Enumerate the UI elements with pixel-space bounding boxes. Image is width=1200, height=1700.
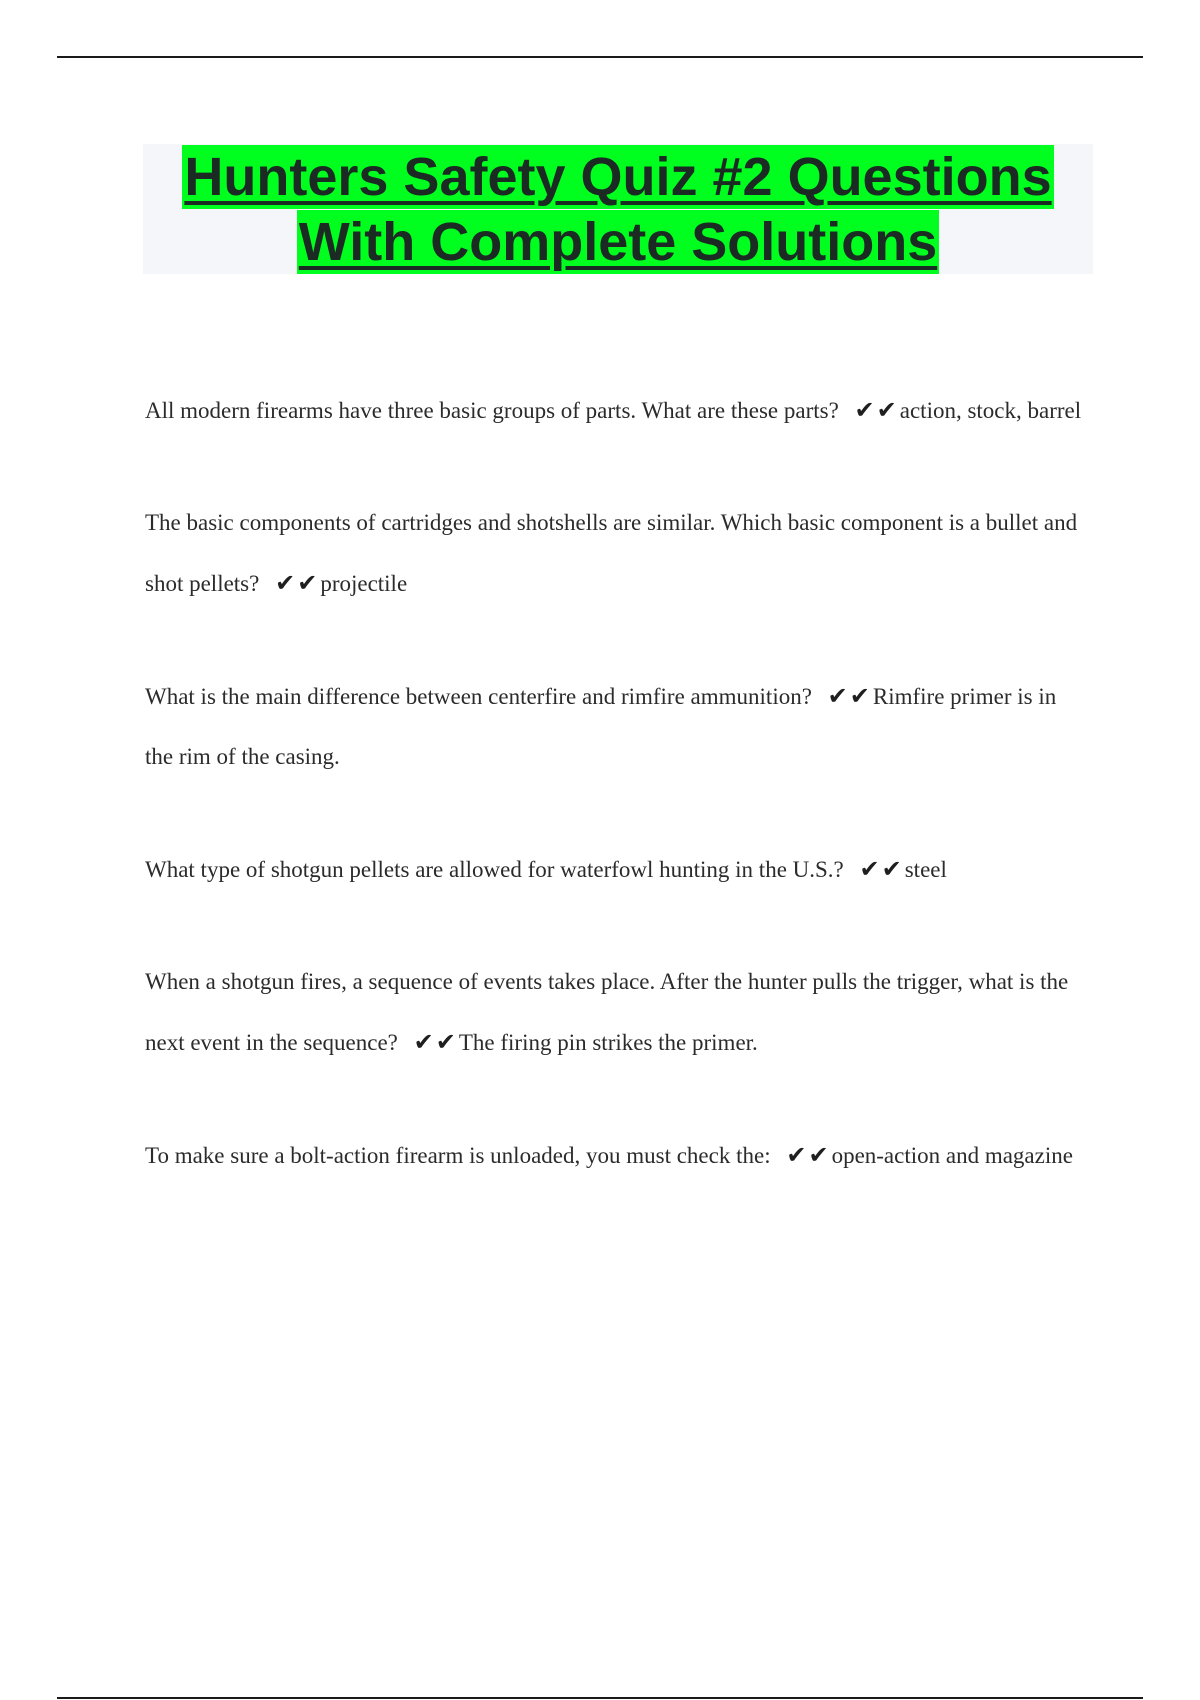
answer-text: action, stock, barrel [899, 398, 1082, 423]
double-check-icon: ✔✔ [827, 682, 872, 710]
qa-list [145, 380, 1090, 1186]
top-rule [57, 56, 1143, 58]
qa-item [145, 666, 1090, 787]
title-line-2: With Complete Solutions [298, 212, 938, 272]
double-check-icon: ✔✔ [275, 569, 320, 597]
answer-text: projectile [320, 571, 408, 596]
double-check-icon: ✔✔ [786, 1141, 831, 1169]
qa-item [145, 1125, 1090, 1186]
qa-item [145, 952, 1090, 1073]
question-text: What is the main difference between centerfire and rimfire ammunition? [145, 684, 812, 709]
question-text: When a shotgun fires, a sequence of events takes place. After the hunter pulls the trigger, what is the next event in the sequence? [145, 969, 1069, 1055]
question-text: The basic components of cartridges and shotshells are similar. Which basic component is a bullet and shot pellets? [145, 510, 1078, 596]
answer-text: The firing pin strikes the primer. [458, 1030, 758, 1055]
bottom-rule [57, 1697, 1143, 1699]
double-check-icon: ✔✔ [413, 1028, 458, 1056]
answer-text: Rimfire primer is in the rim of the casing. [145, 684, 1057, 769]
answer-text: steel [904, 857, 947, 882]
title-line-1: Hunters Safety Quiz #2 Questions [184, 147, 1052, 207]
qa-item [145, 493, 1090, 614]
qa-item [145, 380, 1090, 441]
question-text: All modern firearms have three basic groups of parts. What are these parts? [145, 398, 839, 423]
question-text: What type of shotgun pellets are allowed for waterfowl hunting in the U.S.? [145, 857, 844, 882]
double-check-icon: ✔✔ [859, 855, 904, 883]
document-title [143, 144, 1093, 274]
qa-item [145, 839, 1090, 900]
double-check-icon: ✔✔ [854, 396, 899, 424]
question-text: To make sure a bolt-action firearm is unloaded, you must check the: [145, 1143, 771, 1168]
answer-text: open-action and magazine [831, 1143, 1073, 1168]
